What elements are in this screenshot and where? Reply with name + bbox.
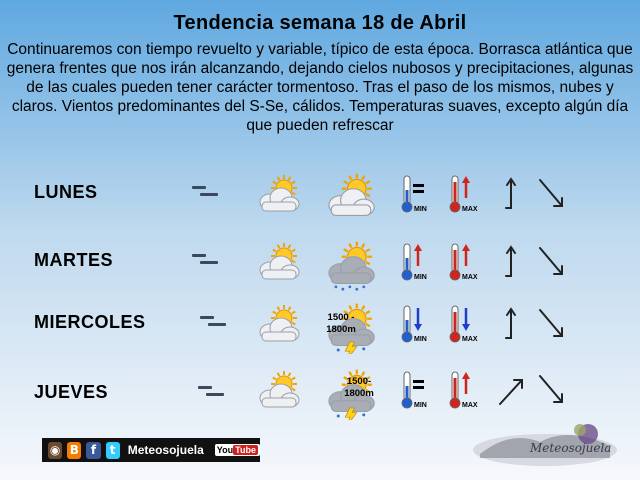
- max-label: MAX: [462, 402, 478, 409]
- instagram-icon[interactable]: ◉: [49, 443, 61, 457]
- min-label: MIN: [414, 274, 427, 281]
- day-label: MARTES: [34, 250, 113, 270]
- min-temperature-icon: [398, 174, 442, 218]
- afternoon-rain-cloud-icon: [322, 240, 380, 297]
- day-label: JUEVES: [34, 382, 109, 402]
- wind-direction-icon-s: [494, 174, 528, 214]
- wind-direction-icon-se: [534, 242, 568, 282]
- pressure-trend-icon: [198, 386, 228, 400]
- min-temperature-icon: [398, 370, 442, 414]
- max-label: MAX: [462, 274, 478, 281]
- wind-direction-icon-sw: [494, 370, 528, 410]
- max-temperature-icon: [446, 370, 490, 414]
- day-row-miercoles: [0, 306, 640, 366]
- page-title: Tendencia semana 18 de Abril: [173, 12, 467, 34]
- min-label: MIN: [414, 336, 427, 343]
- blogger-icon[interactable]: B: [67, 442, 81, 459]
- max-label: MAX: [462, 206, 478, 213]
- max-label: MAX: [462, 336, 478, 343]
- social-bar: [42, 438, 260, 462]
- wind-direction-icon-s: [494, 304, 528, 344]
- day-row-martes: [0, 244, 640, 304]
- pressure-trend-icon: [200, 316, 230, 330]
- afternoon-sun-cloud-icon: [322, 172, 380, 229]
- wind-direction-icon-se: [534, 174, 568, 214]
- day-label: LUNES: [34, 182, 98, 202]
- morning-sun-cloud-icon: [254, 370, 304, 419]
- morning-sun-cloud-icon: [254, 304, 304, 353]
- facebook-icon[interactable]: f: [86, 442, 100, 459]
- svg-text:Meteosojuela: Meteosojuela: [530, 441, 612, 455]
- max-temperature-icon: [446, 242, 490, 286]
- twitter-icon[interactable]: t: [106, 442, 120, 459]
- max-temperature-icon: [446, 174, 490, 218]
- wind-direction-icon-se: [534, 370, 568, 410]
- day-row-lunes: [0, 176, 640, 236]
- pressure-trend-icon: [192, 186, 222, 200]
- snow-level-label: 1500 - 1800m: [326, 312, 356, 335]
- max-temperature-icon: [446, 304, 490, 348]
- wind-direction-icon-s: [494, 242, 528, 282]
- min-label: MIN: [414, 402, 427, 409]
- day-label: MIERCOLES: [34, 312, 146, 332]
- min-label: MIN: [414, 206, 427, 213]
- meteosojuela-logo: [470, 412, 620, 470]
- youtube-icon[interactable]: You Tube: [215, 444, 260, 456]
- pressure-trend-icon: [192, 254, 222, 268]
- morning-sun-cloud-icon: [254, 174, 304, 223]
- forecast-summary: Continuaremos con tiempo revuelto y variable, típico de esta época. Borrasca atlántica que genera frentes que nos irán alcanzando, dejando cielos nubosos y precipitaciones, algunas de las cuales pueden tener carácter tormentoso. Tras el paso de los mismos, nubes y claros. Vientos predominantes del S-Se, cálidos. Temperaturas suaves, excepto algún día que pueden refrescar: [6, 41, 634, 134]
- wind-direction-icon-se: [534, 304, 568, 344]
- brand-name[interactable]: Meteosojuela: [127, 443, 204, 457]
- min-temperature-icon: [398, 304, 442, 348]
- snow-level-label: 1500- 1800m: [344, 376, 374, 399]
- morning-sun-cloud-icon: [254, 242, 304, 291]
- min-temperature-icon: [398, 242, 442, 286]
